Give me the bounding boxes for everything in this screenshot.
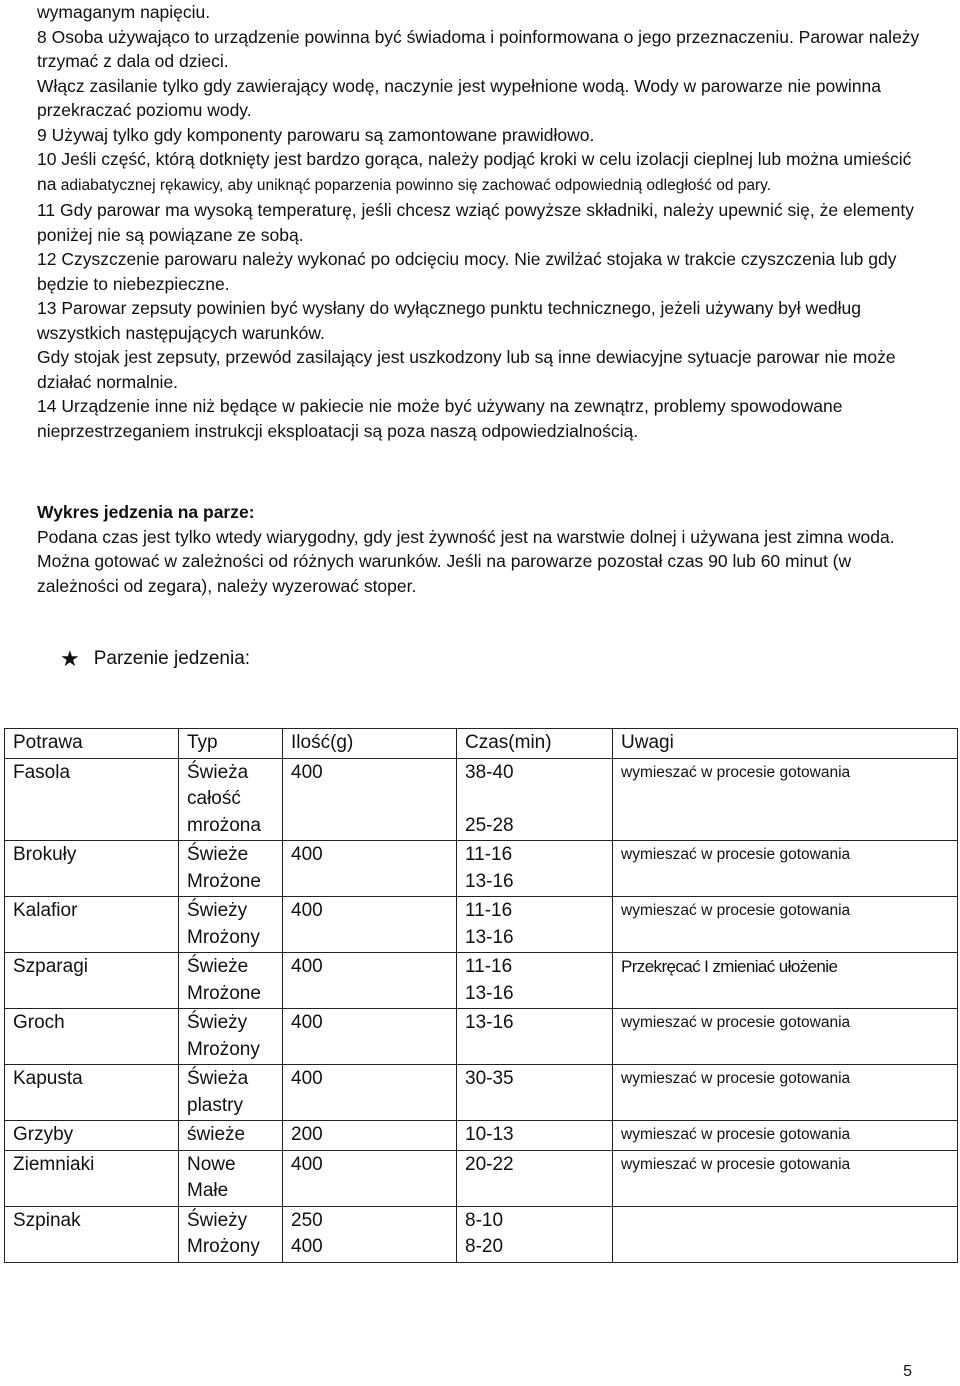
paragraph-water: Włącz zasilanie tylko gdy zawierający wodę, naczynie jest wypełnione wodą. Wody w parowarze nie powinna przekraczać poziomu wody. (37, 75, 881, 120)
table-row (5, 897, 958, 953)
food-quantity-line: 400 (291, 956, 323, 977)
food-type (179, 758, 283, 841)
food-note: Przekręcać I zmieniać ułożenie (613, 953, 958, 1009)
paragraph-voltage: wymaganym napięciu. (37, 2, 211, 22)
paragraph-10-main: 10 Jeśli część, którą dotknięty jest bardzo gorąca, należy podjąć kroki w celu izolacji cieplnej lub można umieścić na (37, 149, 912, 194)
food-time-line: 11-16 (465, 844, 513, 865)
header-time: Czas(min) (457, 729, 613, 759)
food-quantity-line: 400 (291, 1012, 323, 1033)
food-quantity (283, 953, 457, 1009)
header-notes: Uwagi (613, 729, 958, 759)
food-name: Szparagi (5, 953, 179, 1009)
food-type-line: Świeży (187, 1209, 248, 1231)
paragraph-10 (37, 147, 927, 198)
food-time (457, 1009, 613, 1065)
food-name: Kalafior (5, 897, 179, 953)
food-note: wymieszać w procesie gotowania (613, 1065, 958, 1121)
food-quantity (283, 1150, 457, 1206)
food-time (457, 758, 613, 841)
food-quantity-line (291, 1178, 450, 1205)
food-time-line (465, 1037, 606, 1064)
paragraph-11: 11 Gdy parowar ma wysoką temperaturę, jeśli chcesz wziąć powyższe składniki, należy upewnić się, że elementy poniżej nie są powiązane ze sobą. (37, 200, 914, 245)
food-type (179, 953, 283, 1009)
food-type-line: Świeże (187, 844, 249, 865)
safety-instructions (37, 0, 927, 443)
table-row (5, 1150, 958, 1206)
food-type (179, 897, 283, 953)
food-type-line: Nowe (187, 1153, 236, 1175)
paragraph-8: 8 Osoba używająco to urządzenie powinna być świadoma i poinformowana o jego przeznaczeniu. Parowar należy trzymać z dala od dzieci. (37, 26, 920, 71)
food-time-line (465, 1178, 606, 1205)
food-time-line: 13-16 (465, 926, 514, 948)
food-name: Fasola (5, 758, 179, 841)
food-time-line: 38-40 (465, 761, 514, 783)
food-time-line (465, 786, 606, 813)
food-quantity (283, 1206, 457, 1262)
food-note: wymieszać w procesie gotowania (613, 1150, 958, 1206)
food-note: wymieszać w procesie gotowania (613, 1121, 958, 1151)
food-quantity-line (291, 786, 450, 813)
table-header-row (5, 729, 958, 759)
paragraph-13: 13 Parowar zepsuty powinien być wysłany do wyłącznego punktu technicznego, jeżeli używany był według wszystkich następujących warunków. (37, 298, 861, 343)
food-name: Brokuły (5, 841, 179, 897)
food-time-line: 11-16 (465, 900, 513, 921)
food-type-line: Mrożony (187, 1236, 260, 1257)
header-type: Typ (179, 729, 283, 759)
steaming-chart-section (37, 500, 927, 598)
paragraph-14: 14 Urządzenie inne niż będące w pakiecie nie może być używany na zewnątrz, problemy spowodowane nieprzestrzeganiem instrukcji eksploatacji są poza naszą odpowiedzialnością. (37, 396, 843, 441)
food-time-line: 30-35 (465, 1068, 514, 1089)
food-type-line: Mrożony (187, 926, 260, 948)
food-time-line: 8-10 (465, 1209, 504, 1231)
food-quantity (283, 897, 457, 953)
food-type (179, 1150, 283, 1206)
food-type (179, 841, 283, 897)
food-quantity-line: 400 (291, 844, 323, 865)
food-quantity-line (291, 981, 450, 1008)
food-time-line: 8-20 (465, 1236, 504, 1257)
food-type-line: Małe (187, 1180, 229, 1201)
food-quantity-line: 400 (291, 900, 323, 921)
food-time-line: 20-22 (465, 1153, 514, 1175)
food-name: Grzyby (5, 1121, 179, 1151)
star-icon: ★ (60, 646, 80, 671)
food-time (457, 1150, 613, 1206)
food-time-line (465, 1093, 606, 1120)
food-time (457, 897, 613, 953)
food-quantity-line (291, 869, 450, 896)
food-type (179, 1121, 283, 1151)
table-row (5, 1009, 958, 1065)
food-time (457, 953, 613, 1009)
food-type-line: mrożona (187, 814, 261, 836)
food-time (457, 1065, 613, 1121)
food-type-line: plastry (187, 1094, 243, 1116)
food-type-line: Mrożony (187, 1038, 260, 1060)
table-row (5, 841, 958, 897)
table-row (5, 953, 958, 1009)
food-note (613, 1206, 958, 1262)
page-number: 5 (903, 1363, 912, 1380)
food-type (179, 1206, 283, 1262)
food-type-line: Świeży (187, 1012, 248, 1033)
table-row (5, 1206, 958, 1262)
food-quantity-line: 250 (291, 1209, 323, 1231)
food-quantity-line: 400 (291, 1068, 323, 1089)
food-type (179, 1065, 283, 1121)
steaming-chart-text: Podana czas jest tylko wtedy wiarygodny, gdy jest żywność jest na warstwie dolnej i używana jest zimna woda. Można gotować w zależności od różnych warunków. Jeśli na parowarze pozostał czas 90 lub 60 minut (w zależności od zegara), należy wyzerować stoper. (37, 526, 895, 596)
food-quantity (283, 1009, 457, 1065)
steaming-chart-heading: Wykres jedzenia na parze: (37, 502, 255, 522)
food-quantity-line (291, 813, 450, 840)
food-quantity (283, 1121, 457, 1151)
table-row (5, 1121, 958, 1151)
food-time (457, 841, 613, 897)
steaming-table (4, 728, 958, 1263)
food-quantity-line: 200 (291, 1124, 323, 1145)
steaming-food-heading (60, 648, 250, 670)
food-quantity-line: 400 (291, 761, 323, 783)
food-time-line: 11-16 (465, 956, 513, 977)
food-quantity-line: 400 (291, 1236, 323, 1257)
food-type-line: Mrożone (187, 982, 261, 1004)
paragraph-9: 9 Używaj tylko gdy komponenty parowaru są zamontowane prawidłowo. (37, 124, 595, 145)
food-type-line: Świeża (187, 761, 249, 783)
food-quantity-line: 400 (291, 1153, 323, 1175)
food-note: wymieszać w procesie gotowania (613, 758, 958, 841)
food-type (179, 1009, 283, 1065)
food-type-line: Świeża (187, 1068, 249, 1089)
food-type-line: Świeży (187, 900, 248, 921)
food-name: Kapusta (5, 1065, 179, 1121)
table-row (5, 1065, 958, 1121)
food-time-line: 25-28 (465, 814, 514, 836)
food-name: Szpinak (5, 1206, 179, 1262)
food-type-line: całość (187, 788, 241, 809)
food-quantity (283, 758, 457, 841)
food-quantity (283, 841, 457, 897)
food-quantity (283, 1065, 457, 1121)
food-type-line: świeże (187, 1124, 246, 1145)
food-time-line: 13-16 (465, 870, 514, 892)
food-type-line: Mrożone (187, 870, 261, 892)
paragraph-10-rest: adiabatycznej rękawicy, aby uniknąć poparzenia powinno się zachować odpowiednią odległość od pary. (56, 176, 772, 194)
food-note: wymieszać w procesie gotowania (613, 1009, 958, 1065)
food-time-line: 13-16 (465, 982, 514, 1004)
food-time-line: 10-13 (465, 1124, 514, 1145)
food-time (457, 1121, 613, 1151)
header-food: Potrawa (5, 729, 179, 759)
food-time-line: 13-16 (465, 1012, 514, 1033)
food-time (457, 1206, 613, 1262)
food-quantity-line (291, 1093, 450, 1120)
paragraph-12: 12 Czyszczenie parowaru należy wykonać po odcięciu mocy. Nie zwilżać stojaka w trakcie czyszczenia lub gdy będzie to niebezpieczne. (37, 249, 897, 294)
food-quantity-line (291, 1037, 450, 1064)
food-type-line: Świeże (187, 956, 249, 977)
paragraph-13b: Gdy stojak jest zepsuty, przewód zasilający jest uszkodzony lub są inne dewiacyjne sytuacje parowar nie może działać normalnie. (37, 347, 896, 392)
food-note: wymieszać w procesie gotowania (613, 841, 958, 897)
steaming-food-title: Parzenie jedzenia: (93, 648, 251, 669)
food-name: Ziemniaki (5, 1150, 179, 1206)
table-row (5, 758, 958, 841)
food-name: Groch (5, 1009, 179, 1065)
food-quantity-line (291, 925, 450, 952)
food-note: wymieszać w procesie gotowania (613, 897, 958, 953)
header-quantity: Ilość(g) (283, 729, 457, 759)
